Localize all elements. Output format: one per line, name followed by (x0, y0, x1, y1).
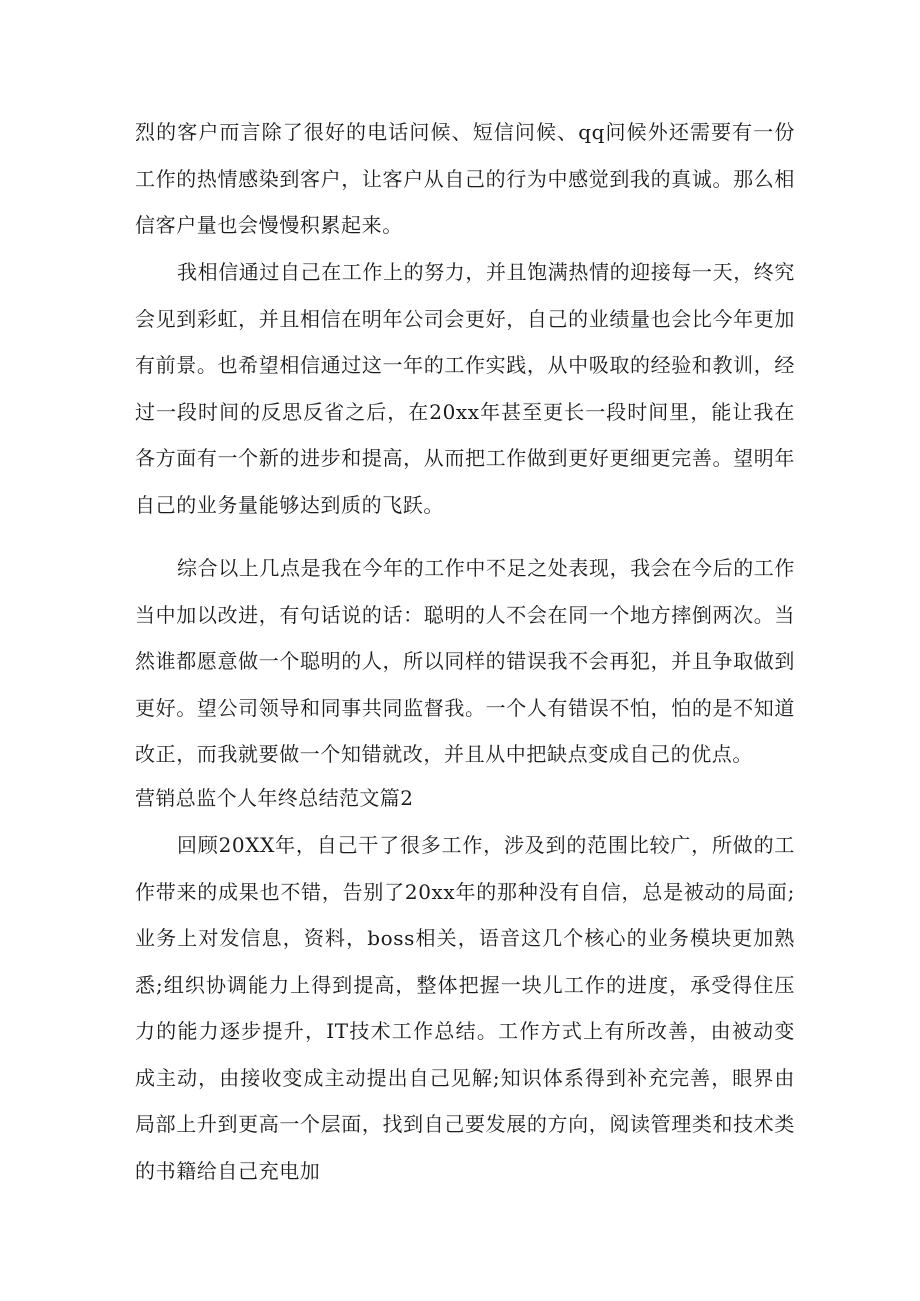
paragraph-continuation (135, 109, 795, 249)
paragraph-text: 我相信通过自己在工作上的努力，并且饱满热情的迎接每一天，终究会见到彩虹，并且相信在明年公司会更好，自己的业绩量也会比今年更加有前景。也希望相信通过这一年的工作实践，从中吸取的经验和教训，经过一段时间的反思反省之后，在20xx年甚至更长一段时间里，能让我在各方面有一个新的进步和提高，从而把工作做到更好更细更完善。望明年自己的业务量能够达到质的飞跃。 (135, 260, 795, 517)
paragraph-3 (135, 545, 795, 778)
paragraph-4 (135, 822, 795, 1194)
paragraph-text: 综合以上几点是我在今年的工作中不足之处表现，我会在今后的工作当中加以改进，有句话说的话：聪明的人不会在同一个地方摔倒两次。当然谁都愿意做一个聪明的人，所以同样的错误我不会再犯，并且争取做到更好。望公司领导和同事共同监督我。一个人有错误不怕，怕的是不知道改正，而我就要做一个知错就改，并且从中把缺点变成自己的优点。 (135, 556, 795, 766)
paragraph-text: 回顾20XX年，自己干了很多工作，涉及到的范围比较广，所做的工作带来的成果也不错，告别了20xx年的那种没有自信，总是被动的局面;业务上对发信息，资料，boss相关，语音这几个核心的业务模块更加熟悉;组织协调能力上得到提高，整体把握一块儿工作的进度，承受得住压力的能力逐步提升，IT技术工作总结。工作方式上有所改善，由被动变成主动，由接收变成主动提出自己见解;知识体系得到补充完善，眼界由局部上升到更高一个层面，找到自己要发展的方向，阅读管理类和技术类的书籍给自己充电加 (135, 833, 795, 1183)
section-heading (135, 775, 795, 822)
paragraph-2 (135, 249, 795, 528)
paragraph-text: 烈的客户而言除了很好的电话问候、短信问候、qq问候外还需要有一份工作的热情感染到客户，让客户从自己的行为中感觉到我的真诚。那么相信客户量也会慢慢积累起来。 (135, 120, 795, 237)
section-heading-text: 营销总监个人年终总结范文篇2 (135, 786, 414, 810)
